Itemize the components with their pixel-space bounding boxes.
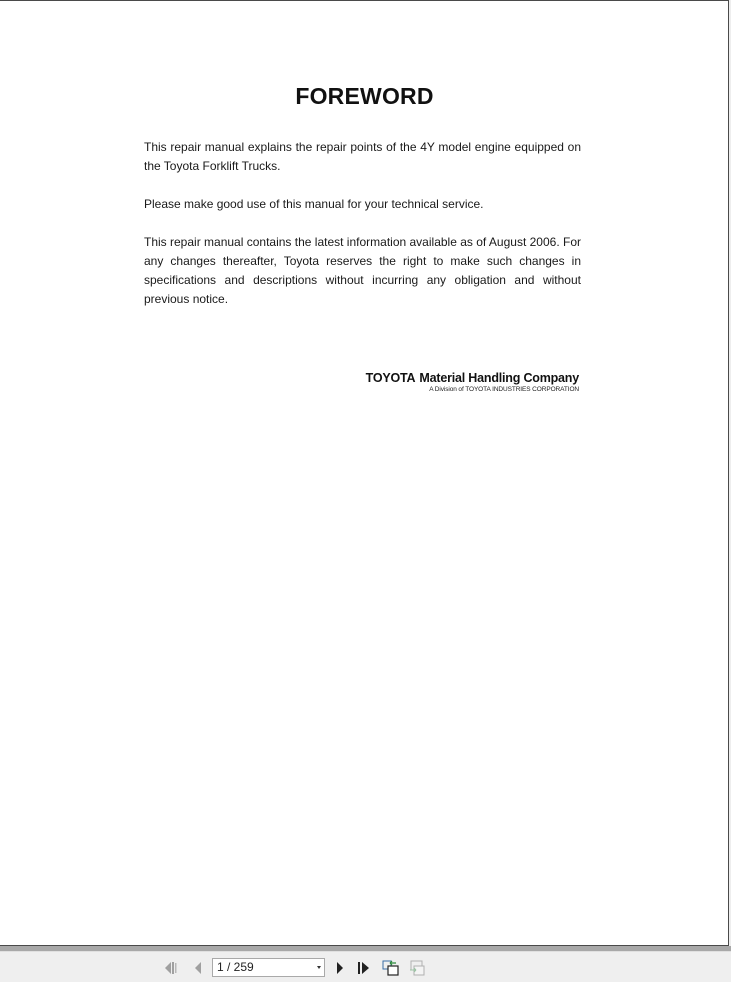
previous-page-icon (192, 961, 204, 975)
first-page-icon (164, 961, 180, 975)
previous-view-icon (382, 960, 400, 976)
page-title: FOREWORD (295, 83, 434, 109)
company-name (366, 371, 579, 385)
chevron-down-icon[interactable] (317, 966, 321, 969)
previous-view-button[interactable] (382, 960, 400, 976)
company-division: Material Handling Company (419, 371, 579, 385)
navigation-toolbar (0, 951, 731, 982)
company-subtitle: A Division of TOYOTA INDUSTRIES CORPORATION (429, 386, 579, 393)
first-page-button[interactable] (163, 960, 181, 976)
company-brand: TOYOTA (365, 371, 416, 385)
next-page-icon (334, 961, 346, 975)
page-indicator: 1 / 259 (217, 960, 254, 974)
next-page-button[interactable] (331, 960, 349, 976)
previous-page-button[interactable] (189, 960, 207, 976)
last-page-button[interactable] (355, 960, 373, 976)
page-number-select[interactable] (212, 958, 325, 977)
paragraph-disclaimer: This repair manual contains the latest information available as of August 2006. For any changes thereafter, Toyota reserves the right to make such changes in specifications and descriptions without incurring any obligation and without previous notice. (144, 235, 581, 306)
paragraph-usage: Please make good use of this manual for your technical service. (144, 197, 484, 211)
paragraph-intro: This repair manual explains the repair points of the 4Y model engine equipped on the Toyota Forklift Trucks. (144, 140, 581, 173)
next-view-icon (408, 960, 426, 976)
last-page-icon (356, 961, 372, 975)
company-signature (366, 371, 579, 393)
next-view-button[interactable] (408, 960, 426, 976)
